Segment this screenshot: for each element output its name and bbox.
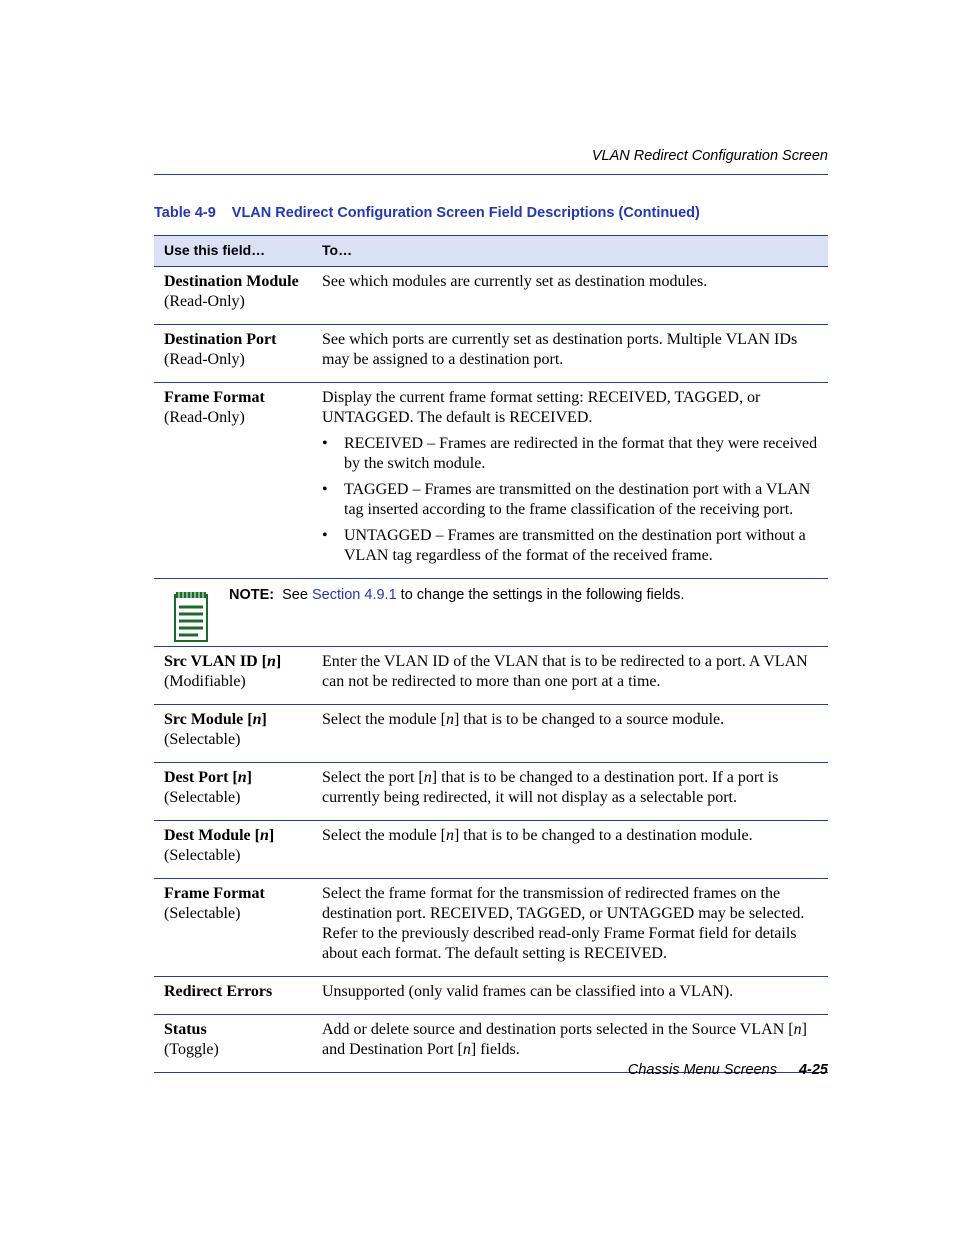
format-list [322, 434, 820, 566]
field-mode: (Modifiable) [164, 673, 246, 690]
list-item: • RECEIVED – Frames are redirected in the format that they were received by the switch module. [322, 434, 820, 474]
page-footer [628, 1062, 828, 1078]
table-row [154, 821, 828, 879]
field-description: Add or delete source and destination ports selected in the Source VLAN [n] and Destination Port [n] fields. [322, 1021, 807, 1058]
note-text [229, 586, 684, 646]
field-mode: (Read-Only) [164, 351, 245, 368]
table-row [154, 267, 828, 325]
table-row [154, 325, 828, 383]
field-mode: (Selectable) [164, 789, 241, 806]
table-caption [154, 205, 700, 221]
note-label: NOTE: [229, 587, 275, 603]
table-row [154, 879, 828, 977]
section-link[interactable]: Section 4.9.1 [311, 587, 397, 603]
field-name: Src Module [n] [164, 711, 267, 728]
running-head: VLAN Redirect Configuration Screen [591, 148, 828, 164]
field-description: Enter the VLAN ID of the VLAN that is to be redirected to a port. A VLAN can not be redirected to more than one port at a time. [322, 653, 808, 690]
field-description: Select the module [n] that is to be changed to a source module. [322, 711, 725, 728]
header-rule [154, 174, 828, 175]
table-title: VLAN Redirect Configuration Screen Field Descriptions (Continued) [231, 205, 700, 221]
field-mode: (Selectable) [164, 731, 241, 748]
notepad-icon [154, 586, 229, 646]
header-to: To… [322, 242, 353, 258]
note-box [154, 579, 828, 647]
field-name: Dest Port [n] [164, 769, 252, 786]
page-number: 4-25 [798, 1062, 828, 1078]
field-name: Status [164, 1021, 207, 1038]
field-description: See which ports are currently set as destination ports. Multiple VLAN IDs may be assigned to a destination port. [322, 331, 798, 368]
note-pre: See [282, 587, 308, 603]
field-name: Destination Module [164, 273, 299, 290]
table-header [154, 235, 828, 267]
field-description: Select the frame format for the transmission of redirected frames on the destination port. RECEIVED, TAGGED, or UNTAGGED may be selected. Refer to the previously described read-only Frame Format field for details about each format. The default setting is RECEIVED. [322, 885, 805, 962]
field-name: Destination Port [164, 331, 277, 348]
field-name: Redirect Errors [164, 983, 273, 1000]
list-item: • UNTAGGED – Frames are transmitted on the destination port without a VLAN tag regardless of the format of the received frame. [322, 526, 820, 566]
field-description: Select the module [n] that is to be changed to a destination module. [322, 827, 753, 844]
table-row [154, 383, 828, 579]
field-description: Unsupported (only valid frames can be classified into a VLAN). [322, 983, 734, 1000]
table-row [154, 647, 828, 705]
field-description: Select the port [n] that is to be changed to a destination port. If a port is currently being redirected, it will not display as a selectable port. [322, 769, 779, 806]
field-mode: (Read-Only) [164, 293, 245, 310]
table-row [154, 977, 828, 1015]
field-name: Dest Module [n] [164, 827, 275, 844]
footer-section: Chassis Menu Screens [627, 1062, 777, 1078]
header-field: Use this field… [164, 242, 266, 258]
field-name: Frame Format [164, 389, 265, 406]
field-mode: (Read-Only) [164, 409, 245, 426]
field-mode: (Toggle) [164, 1041, 219, 1058]
field-description-table [154, 235, 828, 1073]
field-mode: (Selectable) [164, 847, 241, 864]
list-item: • TAGGED – Frames are transmitted on the destination port with a VLAN tag inserted according to the frame classification of the receiving port. [322, 480, 820, 520]
field-description: See which modules are currently set as destination modules. [322, 273, 708, 290]
field-name: Frame Format [164, 885, 265, 902]
table-row [154, 705, 828, 763]
field-mode: (Selectable) [164, 905, 241, 922]
note-post: to change the settings in the following fields. [400, 587, 685, 603]
field-description: Display the current frame format setting: RECEIVED, TAGGED, or UNTAGGED. The default is RECEIVED. [322, 389, 761, 426]
table-row [154, 763, 828, 821]
field-name: Src VLAN ID [n] [164, 653, 282, 670]
table-number: Table 4-9 [154, 205, 216, 221]
